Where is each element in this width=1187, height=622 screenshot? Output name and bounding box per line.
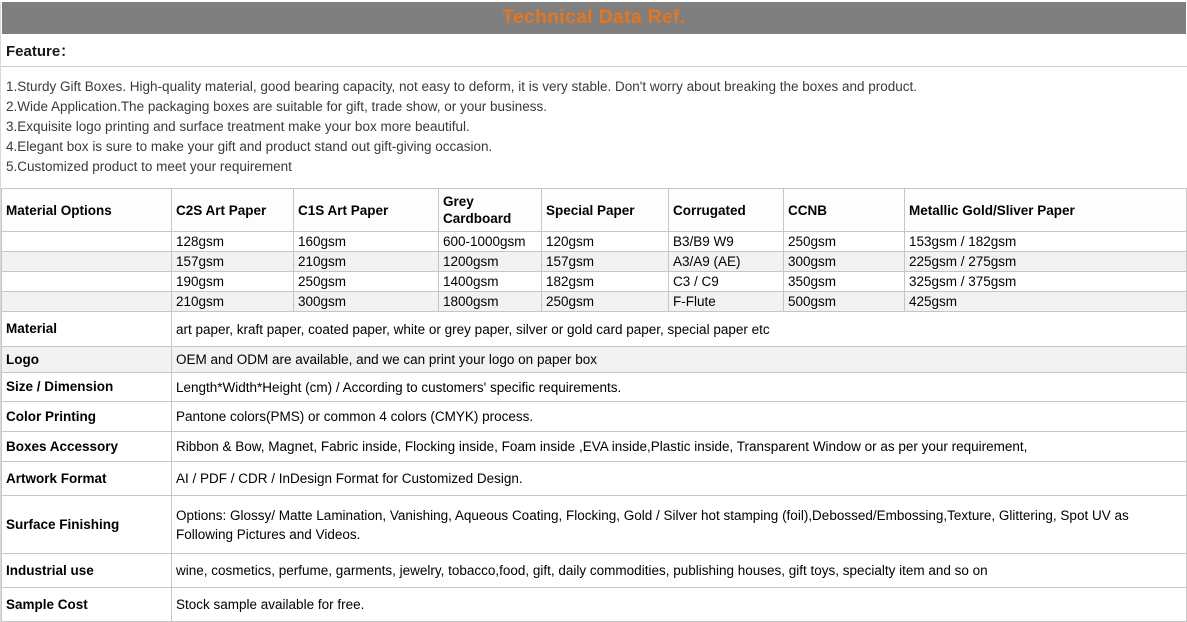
gsm-cell: A3/A9 (AE) <box>669 252 784 272</box>
header-cell-special-paper: Special Paper <box>542 189 669 232</box>
spec-label: Industrial use <box>2 554 172 588</box>
spec-label: Artwork Format <box>2 462 172 496</box>
title-bar <box>2 2 1186 34</box>
gsm-cell: 1200gsm <box>439 252 542 272</box>
gsm-cell <box>2 252 172 272</box>
gsm-cell: 120gsm <box>542 232 669 252</box>
gsm-cell: 300gsm <box>784 252 905 272</box>
spec-label: Surface Finishing <box>2 496 172 554</box>
gsm-cell: 300gsm <box>294 292 439 312</box>
spec-value: Stock sample available for free. <box>172 588 1187 622</box>
gsm-cell: 1800gsm <box>439 292 542 312</box>
gsm-cell: 425gsm <box>905 292 1187 312</box>
gsm-cell: 1400gsm <box>439 272 542 292</box>
technical-data-table <box>1 188 1187 622</box>
gsm-cell: 210gsm <box>172 292 294 312</box>
gsm-cell <box>2 232 172 252</box>
gsm-cell: 600-1000gsm <box>439 232 542 252</box>
table-header-row <box>2 189 1187 232</box>
spec-label: Material <box>2 312 172 347</box>
spec-label: Sample Cost <box>2 588 172 622</box>
spec-row-size-dimension <box>2 373 1187 402</box>
gsm-cell: 250gsm <box>294 272 439 292</box>
gsm-cell: 325gsm / 375gsm <box>905 272 1187 292</box>
gsm-cell: B3/B9 W9 <box>669 232 784 252</box>
table-row <box>2 272 1187 292</box>
table-row <box>2 292 1187 312</box>
table-row <box>2 252 1187 272</box>
gsm-cell: 500gsm <box>784 292 905 312</box>
feature-list <box>1 67 1187 188</box>
gsm-cell: 250gsm <box>784 232 905 252</box>
spec-value: art paper, kraft paper, coated paper, white or grey paper, silver or gold card paper, special paper etc <box>172 312 1187 347</box>
spec-row-color-printing <box>2 402 1187 432</box>
spec-value: AI / PDF / CDR / InDesign Format for Customized Design. <box>172 462 1187 496</box>
feature-item: 1.Sturdy Gift Boxes. High-quality material, good bearing capacity, not easy to deform, it is very stable. Don't worry about breaking the boxes and product. <box>6 79 918 94</box>
gsm-cell: 250gsm <box>542 292 669 312</box>
spec-row-boxes-accessory <box>2 432 1187 462</box>
gsm-cell: 157gsm <box>542 252 669 272</box>
gsm-cell: 225gsm / 275gsm <box>905 252 1187 272</box>
gsm-cell: 153gsm / 182gsm <box>905 232 1187 252</box>
spec-label: Logo <box>2 347 172 373</box>
spec-row-surface-finishing <box>2 496 1187 554</box>
feature-item: 4.Elegant box is sure to make your gift and product stand out gift-giving occasion. <box>6 139 493 154</box>
spec-value: Length*Width*Height (cm) / According to customers' specific requirements. <box>172 373 1187 402</box>
header-cell-c1s-art-paper: C1S Art Paper <box>294 189 439 232</box>
gsm-cell: 182gsm <box>542 272 669 292</box>
spec-row-artwork-format <box>2 462 1187 496</box>
header-cell-c2s-art-paper: C2S Art Paper <box>172 189 294 232</box>
feature-heading: Feature： <box>1 34 1187 67</box>
table-row <box>2 232 1187 252</box>
spec-row-sample-cost <box>2 588 1187 622</box>
header-cell-ccnb: CCNB <box>784 189 905 232</box>
spec-value: Pantone colors(PMS) or common 4 colors (CMYK) process. <box>172 402 1187 432</box>
spec-row-material <box>2 312 1187 347</box>
header-cell-material-options: Material Options <box>2 189 172 232</box>
feature-item: 2.Wide Application.The packaging boxes are suitable for gift, trade show, or your business. <box>6 99 548 114</box>
page-title: Technical Data Ref. <box>502 7 686 28</box>
gsm-cell <box>2 292 172 312</box>
gsm-cell: 160gsm <box>294 232 439 252</box>
spec-label: Color Printing <box>2 402 172 432</box>
gsm-cell: 190gsm <box>172 272 294 292</box>
header-cell-corrugated: Corrugated <box>669 189 784 232</box>
spec-value: OEM and ODM are available, and we can print your logo on paper box <box>172 347 1187 373</box>
gsm-cell <box>2 272 172 292</box>
header-cell-grey-cardboard: Grey Cardboard <box>439 189 542 232</box>
gsm-cell: C3 / C9 <box>669 272 784 292</box>
gsm-cell: 128gsm <box>172 232 294 252</box>
spec-row-logo <box>2 347 1187 373</box>
spec-label: Boxes Accessory <box>2 432 172 462</box>
spec-value: wine, cosmetics, perfume, garments, jewelry, tobacco,food, gift, daily commodities, publishing houses, gift toys, specialty item and so on <box>172 554 1187 588</box>
feature-item: 5.Customized product to meet your requirement <box>6 159 292 174</box>
spec-value: Options: Glossy/ Matte Lamination, Vanishing, Aqueous Coating, Flocking, Gold / Silver hot stamping (foil),Debossed/Embossing,Texture, Glittering, Spot UV as Following Pictures and Videos. <box>172 496 1187 554</box>
gsm-cell: F-Flute <box>669 292 784 312</box>
gsm-cell: 210gsm <box>294 252 439 272</box>
gsm-cell: 157gsm <box>172 252 294 272</box>
feature-item: 3.Exquisite logo printing and surface treatment make your box more beautiful. <box>6 119 470 134</box>
spec-value: Ribbon & Bow, Magnet, Fabric inside, Flocking inside, Foam inside ,EVA inside,Plastic inside, Transparent Window or as per your requirement, <box>172 432 1187 462</box>
spec-row-industrial-use <box>2 554 1187 588</box>
spec-label: Size / Dimension <box>2 373 172 402</box>
gsm-cell: 350gsm <box>784 272 905 292</box>
header-cell-metallic-paper: Metallic Gold/Sliver Paper <box>905 189 1187 232</box>
